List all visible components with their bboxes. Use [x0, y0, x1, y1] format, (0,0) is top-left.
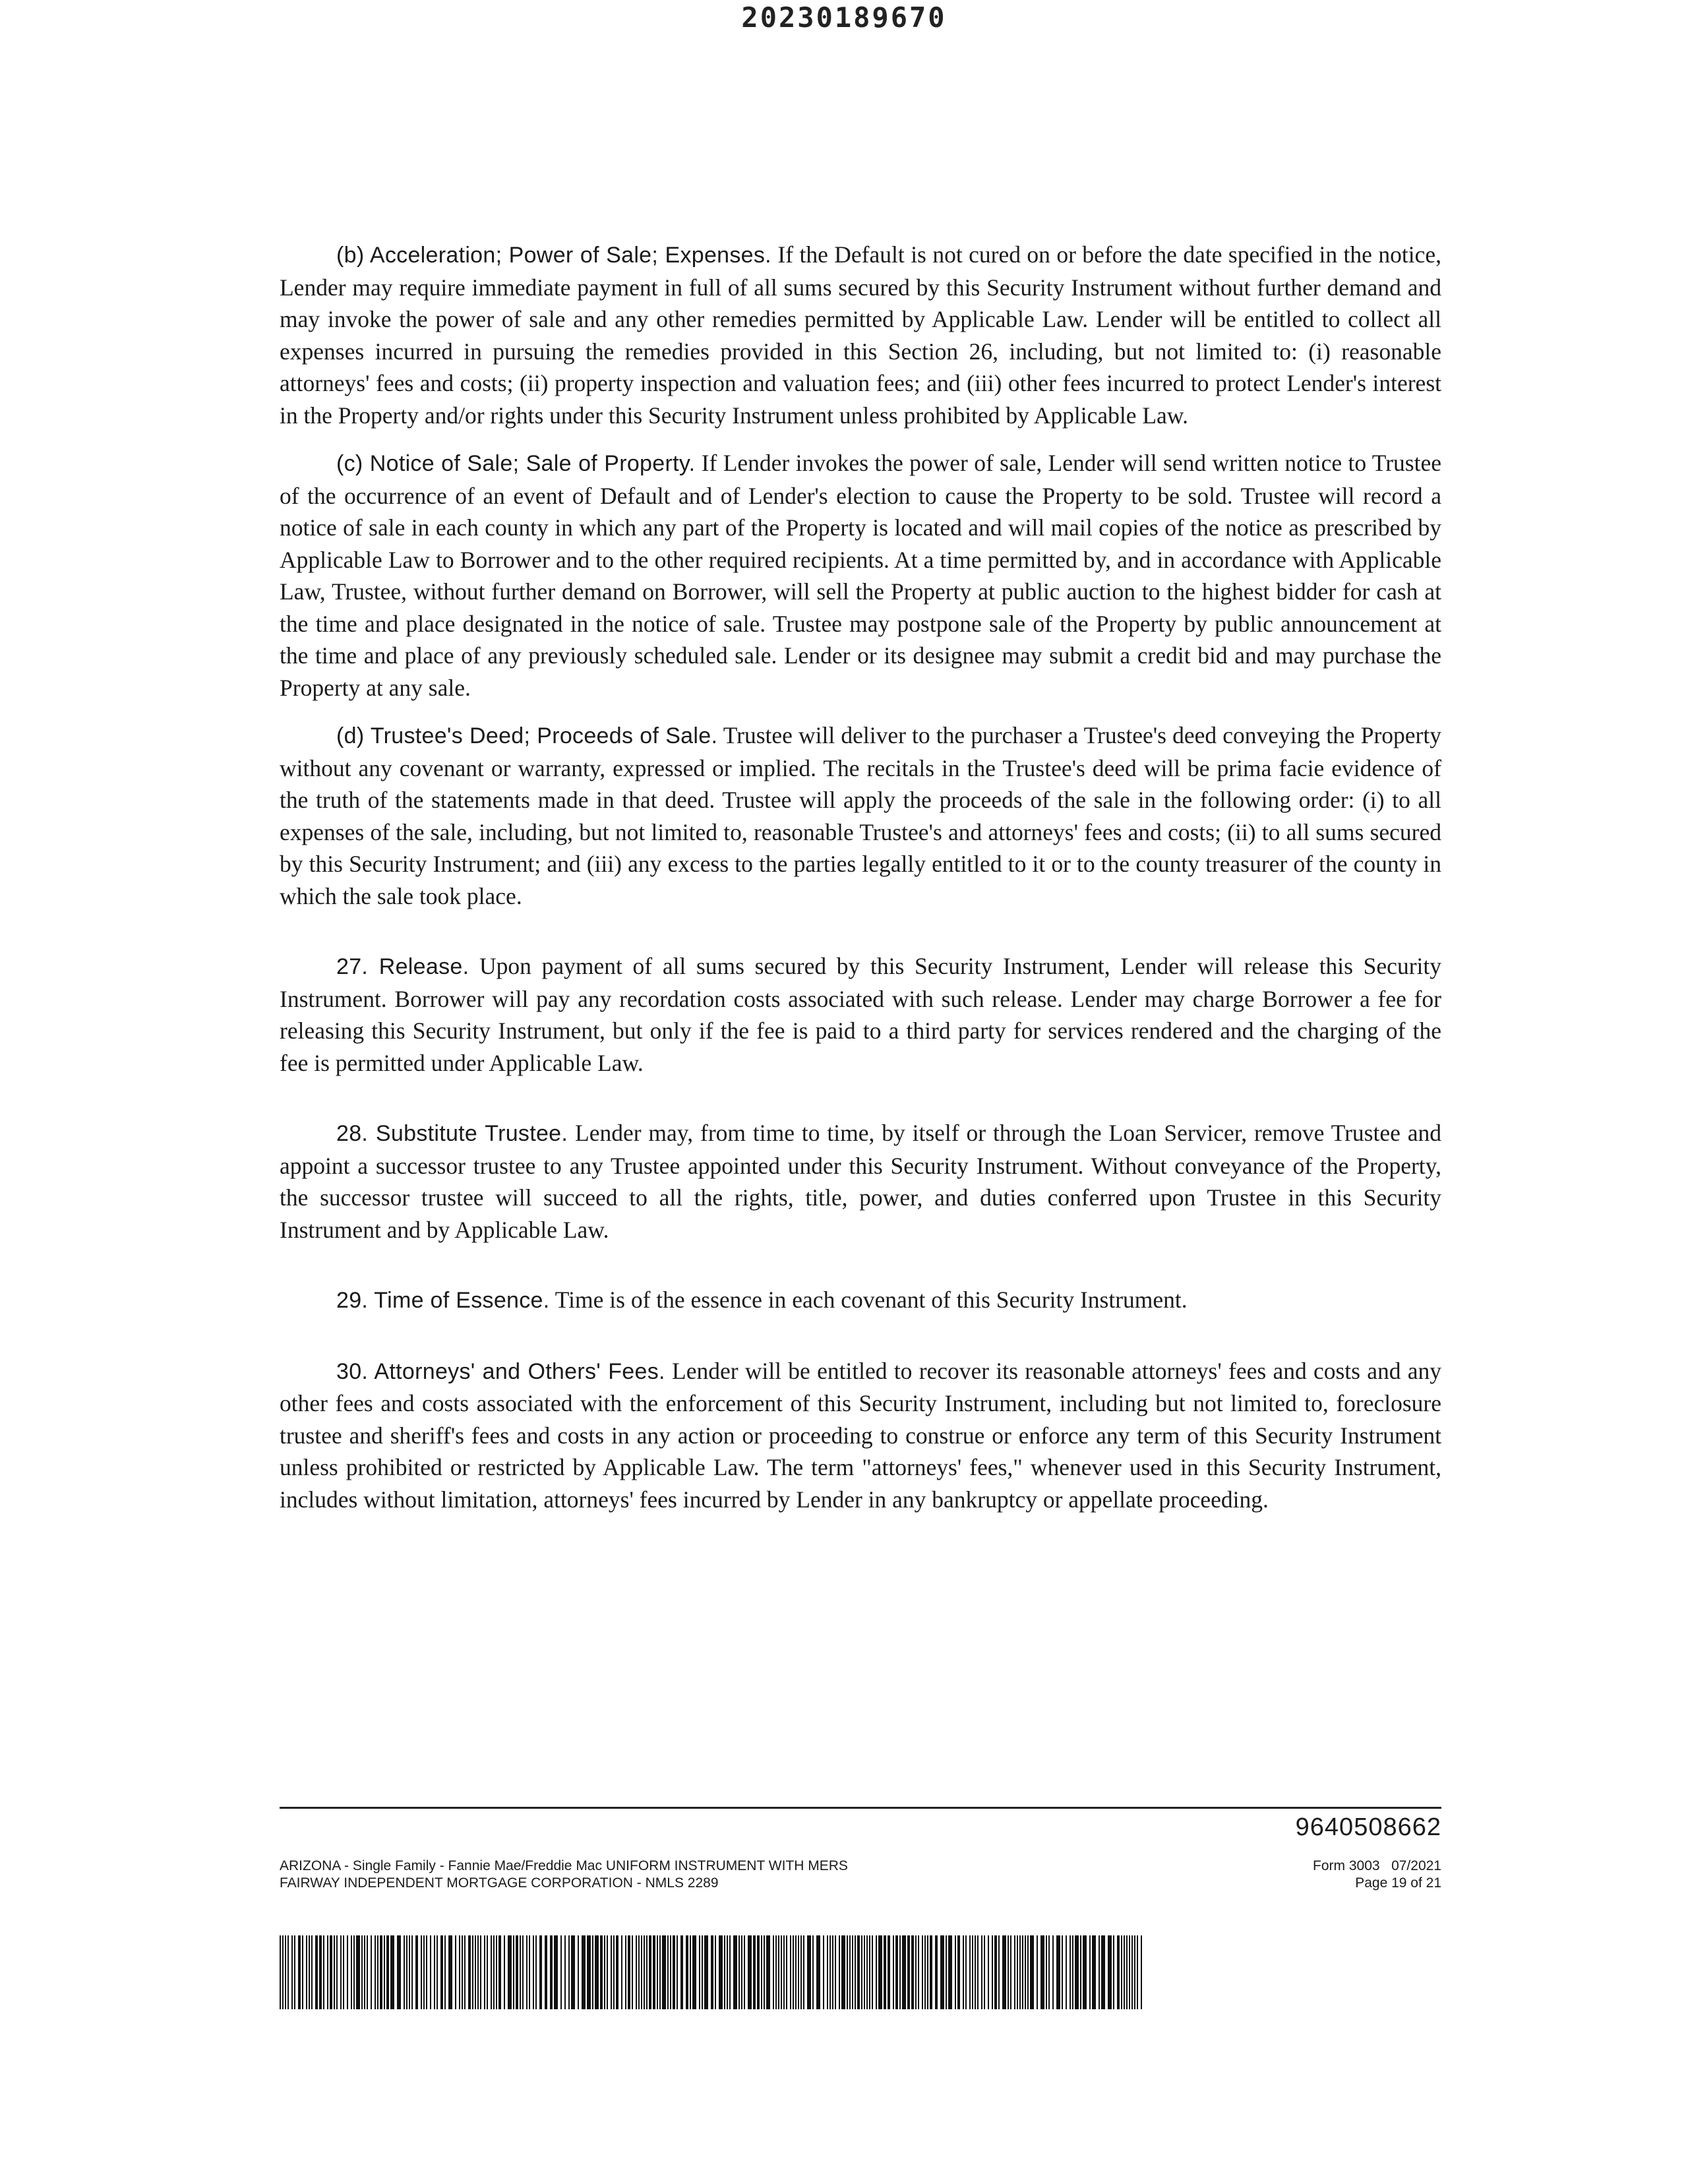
barcode-bar — [513, 1935, 514, 2009]
footer-instrument-info — [280, 1858, 848, 1892]
barcode-bar — [757, 1935, 760, 2009]
barcode-bar — [988, 1935, 989, 2009]
footer-form-line — [1313, 1858, 1441, 1875]
barcode-bar — [587, 1935, 591, 2009]
barcode-bar — [673, 1935, 675, 2009]
barcode-bar — [1066, 1935, 1067, 2009]
barcode-bar — [367, 1935, 368, 2009]
barcode-bar — [692, 1935, 696, 2009]
barcode-bar — [861, 1935, 862, 2009]
barcode-bar — [1027, 1935, 1029, 2009]
barcode-bar — [729, 1935, 731, 2009]
barcode-bar — [343, 1935, 344, 2009]
footer-form-info — [1313, 1858, 1441, 1892]
barcode-bar — [724, 1935, 725, 2009]
barcode-bar — [1048, 1935, 1050, 2009]
barcode-bar — [852, 1935, 853, 2009]
loan-number: 9640508662 — [1295, 1813, 1441, 1841]
barcode-bar — [965, 1935, 967, 2009]
barcode-bar — [907, 1935, 910, 2009]
footer-form-number: Form 3003 — [1313, 1858, 1380, 1873]
barcode-bar — [816, 1935, 820, 2009]
barcode-bar — [972, 1935, 973, 2009]
barcode-bar — [1037, 1935, 1038, 2009]
barcode-bar — [380, 1935, 382, 2009]
barcode-bar — [832, 1935, 833, 2009]
barcode-bar — [1134, 1935, 1135, 2009]
barcode-bar — [491, 1935, 492, 2009]
barcode-bar — [662, 1935, 666, 2009]
barcode-bar — [795, 1935, 797, 2009]
barcode-bar — [430, 1935, 431, 2009]
barcode-bar — [560, 1935, 562, 2009]
barcode-bar — [423, 1935, 425, 2009]
barcode-bar — [994, 1935, 997, 2009]
section-d-heading: (d) Trustee's Deed; Proceeds of Sale. — [336, 723, 718, 748]
section-d-text: Trustee will deliver to the purchaser a Trustee's deed conveying the Property without any covenant or warranty, expressed or implied. The recitals in the Trustee's deed will be prima facie evidence of the truth of the statements made in that deed. Trustee will apply the proceeds of the sale in the following order: (i) to all expenses of the sale, including, but not limited to, reasonable Trustee's and attorneys' fees and costs; (ii) to all sums secured by this Security Instrument; and (iii) any excess to the parties legally entitled to it or to the county treasurer of the county in which the sale took place. — [280, 722, 1441, 909]
barcode-bar — [522, 1935, 524, 2009]
barcode-bar — [670, 1935, 671, 2009]
barcode-bar — [371, 1935, 372, 2009]
barcode-bar — [835, 1935, 836, 2009]
barcode-bar — [957, 1935, 960, 2009]
barcode-bar — [876, 1935, 877, 2009]
barcode-bar — [390, 1935, 394, 2009]
barcode-bar — [1137, 1935, 1138, 2009]
section-b-heading: (b) Acceleration; Power of Sale; Expenses. — [336, 243, 771, 268]
barcode-bar — [884, 1935, 886, 2009]
barcode-bar — [895, 1935, 898, 2009]
barcode-bar — [653, 1935, 655, 2009]
barcode-bar — [984, 1935, 985, 2009]
barcode-bar — [386, 1935, 389, 2009]
barcode-bar — [1075, 1935, 1079, 2009]
barcode-bar — [280, 1935, 281, 2009]
barcode-bar — [800, 1935, 802, 2009]
barcode-bar — [829, 1935, 831, 2009]
barcode-bar — [616, 1935, 618, 2009]
barcode-bar — [659, 1935, 661, 2009]
barcode-bar — [680, 1935, 683, 2009]
barcode-bar — [969, 1935, 971, 2009]
barcode-bar — [946, 1935, 947, 2009]
barcode-bar — [1117, 1935, 1120, 2009]
barcode-bar — [568, 1935, 570, 2009]
barcode-bar — [733, 1935, 737, 2009]
barcode-bar — [899, 1935, 901, 2009]
document-body — [280, 239, 1441, 1515]
barcode-bar — [1025, 1935, 1026, 2009]
section-b-paragraph — [280, 239, 1441, 431]
barcode-bar — [1083, 1935, 1087, 2009]
barcode-bar — [351, 1935, 352, 2009]
barcode-bar — [930, 1935, 932, 2009]
barcode-bar — [744, 1935, 745, 2009]
barcode-bar — [641, 1935, 642, 2009]
barcode-bar — [578, 1935, 579, 2009]
section-c-paragraph — [280, 447, 1441, 704]
barcode-bar — [1080, 1935, 1081, 2009]
barcode-bar — [915, 1935, 917, 2009]
barcode-bar — [520, 1935, 521, 2009]
barcode-bar — [1056, 1935, 1060, 2009]
barcode-bar — [841, 1935, 845, 2009]
barcode-bar — [621, 1935, 622, 2009]
footer-divider — [280, 1807, 1441, 1809]
barcode-bar — [375, 1935, 376, 2009]
barcode-bar — [1052, 1935, 1054, 2009]
barcode-bar — [807, 1935, 811, 2009]
barcode-bar — [657, 1935, 658, 2009]
barcode-bar — [878, 1935, 882, 2009]
barcode-bar — [1040, 1935, 1044, 2009]
barcode-bar — [535, 1935, 537, 2009]
barcode-bar — [719, 1935, 723, 2009]
barcode-bar — [963, 1935, 964, 2009]
barcode-bar — [1131, 1935, 1133, 2009]
barcode-bar — [409, 1935, 410, 2009]
barcode-bar — [306, 1935, 307, 2009]
barcode-bar — [533, 1935, 534, 2009]
barcode-bar — [748, 1935, 752, 2009]
barcode-bar — [291, 1935, 293, 2009]
section-28-paragraph — [280, 1117, 1441, 1246]
barcode-bar — [455, 1935, 456, 2009]
barcode-bar — [607, 1935, 608, 2009]
barcode-bar — [1101, 1935, 1105, 2009]
barcode-bar — [1113, 1935, 1114, 2009]
barcode-bar — [287, 1935, 289, 2009]
barcode-bar — [646, 1935, 648, 2009]
barcode-bar — [298, 1935, 301, 2009]
barcode-bar — [864, 1935, 865, 2009]
barcode-bar — [468, 1935, 471, 2009]
section-29-text: Time is of the essence in each covenant of this Security Instrument. — [555, 1287, 1188, 1313]
barcode-bar — [444, 1935, 446, 2009]
barcode-bar — [855, 1935, 856, 2009]
barcode-bar — [1070, 1935, 1071, 2009]
barcode-bar — [702, 1935, 703, 2009]
barcode-bar — [294, 1935, 295, 2009]
barcode-bar — [847, 1935, 848, 2009]
barcode-bar — [411, 1935, 413, 2009]
barcode-bar — [582, 1935, 586, 2009]
barcode-bar — [948, 1935, 952, 2009]
section-c-heading: (c) Notice of Sale; Sale of Property. — [336, 451, 696, 476]
barcode-bar — [330, 1935, 332, 2009]
barcode-bar — [1121, 1935, 1122, 2009]
barcode-bar — [911, 1935, 914, 2009]
section-27-text: Upon payment of all sums secured by this Security Instrument, Lender will release this Security Instrument. Borrower will pay any recordation costs associated with such release. Lender may charge Borrower a fee for releasing this Security Instrument, but only if the fee is paid to a third party for services rendered and the charging of the fee is permitted under Applicable Law. — [280, 953, 1441, 1076]
barcode-bar — [1099, 1935, 1100, 2009]
barcode-bar — [309, 1935, 310, 2009]
barcode-bar — [384, 1935, 385, 2009]
barcode-bar — [888, 1935, 890, 2009]
footer-page-number: Page 19 of 21 — [1355, 1875, 1441, 1891]
barcode-bar — [992, 1935, 993, 2009]
barcode-bar — [327, 1935, 328, 2009]
barcode-bar — [311, 1935, 313, 2009]
barcode-bar — [935, 1935, 938, 2009]
barcode-bar — [1108, 1935, 1112, 2009]
section-30-heading: 30. Attorneys' and Others' Fees. — [336, 1358, 665, 1384]
barcode-bar — [766, 1935, 770, 2009]
barcode-bar — [472, 1935, 473, 2009]
barcode-bar — [440, 1935, 443, 2009]
barcode-bar — [421, 1935, 422, 2009]
barcode-bar — [1126, 1935, 1128, 2009]
barcode-bar — [347, 1935, 348, 2009]
barcode-bar — [554, 1935, 558, 2009]
document-number: 20230189670 — [741, 1, 947, 34]
barcode-bar — [475, 1935, 476, 2009]
barcode-bar — [336, 1935, 338, 2009]
barcode-bar — [600, 1935, 603, 2009]
barcode-bar — [484, 1935, 485, 2009]
barcode-bar — [539, 1935, 542, 2009]
barcode-bar — [480, 1935, 481, 2009]
barcode-bar — [1046, 1935, 1047, 2009]
barcode-bar — [595, 1935, 599, 2009]
barcode-bar — [1002, 1935, 1006, 2009]
barcode-bar — [773, 1935, 774, 2009]
barcode-bar — [592, 1935, 593, 2009]
barcode-bar — [793, 1935, 794, 2009]
barcode-bar — [638, 1935, 640, 2009]
barcode-bar — [1141, 1935, 1142, 2009]
barcode-bar — [869, 1935, 870, 2009]
barcode-bar — [285, 1935, 286, 2009]
barcode-bar — [1019, 1935, 1021, 2009]
barcode-bar — [1089, 1935, 1091, 2009]
barcode-bar — [613, 1935, 615, 2009]
barcode-bar — [902, 1935, 906, 2009]
barcode-bar — [356, 1935, 360, 2009]
barcode-bar — [727, 1935, 728, 2009]
barcode-bar — [364, 1935, 365, 2009]
barcode-bar — [493, 1935, 495, 2009]
barcode-bar — [827, 1935, 828, 2009]
barcode-bar — [940, 1935, 944, 2009]
barcode-bar — [1022, 1935, 1023, 2009]
barcode-bar — [1017, 1935, 1018, 2009]
barcode-bar — [775, 1935, 777, 2009]
barcode-bar — [872, 1935, 873, 2009]
barcode-bar — [529, 1935, 530, 2009]
barcode-bar — [781, 1935, 782, 2009]
barcode-bar — [893, 1935, 894, 2009]
barcode-bar — [282, 1935, 284, 2009]
barcode-bar — [1072, 1935, 1073, 2009]
barcode-bar — [571, 1935, 575, 2009]
footer-form-description: ARIZONA - Single Family - Fannie Mae/Freddie Mac UNIFORM INSTRUMENT WITH MERS — [280, 1858, 848, 1873]
barcode-bar — [1092, 1935, 1096, 2009]
barcode-bar — [377, 1935, 378, 2009]
barcode-bar — [741, 1935, 742, 2009]
barcode-bar — [955, 1935, 956, 2009]
barcode-bar — [975, 1935, 976, 2009]
barcode-bar — [462, 1935, 463, 2009]
barcode-bar — [353, 1935, 355, 2009]
barcode-bar — [504, 1935, 505, 2009]
barcode-bar — [545, 1935, 547, 2009]
footer-lender-name: FAIRWAY INDEPENDENT MORTGAGE CORPORATION - NMLS 2289 — [280, 1875, 719, 1891]
barcode-bar — [686, 1935, 688, 2009]
barcode-bar — [918, 1935, 919, 2009]
barcode-bar — [690, 1935, 691, 2009]
barcode-bar — [434, 1935, 435, 2009]
barcode-bar — [753, 1935, 756, 2009]
barcode-bar — [508, 1935, 512, 2009]
barcode-bar — [715, 1935, 716, 2009]
barcode-bar — [857, 1935, 860, 2009]
barcode-bar — [823, 1935, 824, 2009]
barcode-bar — [1014, 1935, 1015, 2009]
barcode-bar — [1008, 1935, 1009, 2009]
barcode-bar — [667, 1935, 669, 2009]
barcode — [280, 1935, 1145, 2009]
barcode-bar — [778, 1935, 779, 2009]
barcode-bar — [998, 1935, 1000, 2009]
barcode-bar — [498, 1935, 501, 2009]
barcode-bar — [315, 1935, 318, 2009]
barcode-bar — [649, 1935, 651, 2009]
barcode-bar — [849, 1935, 851, 2009]
barcode-bar — [786, 1935, 787, 2009]
barcode-bar — [526, 1935, 528, 2009]
barcode-bar — [437, 1935, 438, 2009]
barcode-bar — [922, 1935, 923, 2009]
barcode-bar — [704, 1935, 708, 2009]
barcode-bar — [334, 1935, 335, 2009]
barcode-bar — [415, 1935, 418, 2009]
barcode-bar — [487, 1935, 488, 2009]
barcode-bar — [361, 1935, 363, 2009]
barcode-bar — [625, 1935, 626, 2009]
barcode-bar — [636, 1935, 637, 2009]
barcode-bar — [611, 1935, 612, 2009]
barcode-bar — [977, 1935, 979, 2009]
barcode-bar — [1062, 1935, 1063, 2009]
barcode-bar — [790, 1935, 791, 2009]
barcode-bar — [699, 1935, 700, 2009]
section-30-text: Lender will be entitled to recover its reasonable attorneys' fees and costs and any other fees and costs associated with the enforcement of this Security Instrument, including but not limited to, foreclosure trustee and sheriff's fees and costs in any action or proceeding to construe or enforce any term of this Security Instrument unless prohibited or restricted by Applicable Law. The term "attorneys' fees," whenever used in this Security Instrument, includes without limitation, attorneys' fees incurred by Lender in any bankruptcy or appellate proceeding. — [280, 1357, 1442, 1513]
barcode-bar — [550, 1935, 553, 2009]
barcode-bar — [711, 1935, 713, 2009]
footer-form-date: 07/2021 — [1391, 1858, 1441, 1873]
section-b-text: If the Default is not cured on or before the date specified in the notice, Lender may require immediate payment in full of all sums secured by this Security Instrument without further demand and may invoke the power of sale and any other remedies permitted by Applicable Law. Lender will be entitled to collect all expenses incurred in pursuing the remedies provided in this Section 26, including, but not limited to: (i) reasonable attorneys' fees and costs; (ii) property inspection and valuation fees; and (iii) other fees incurred to protect Lender's interest in the Property and/or rights under this Security Instrument unless prohibited by Applicable Law. — [280, 241, 1441, 429]
barcode-bar — [803, 1935, 804, 2009]
barcode-bar — [1129, 1935, 1130, 2009]
barcode-bar — [798, 1935, 799, 2009]
barcode-bar — [924, 1935, 926, 2009]
barcode-bar — [812, 1935, 814, 2009]
barcode-bar — [404, 1935, 405, 2009]
barcode-bar — [981, 1935, 982, 2009]
section-28-text: Lender may, from time to time, by itself or through the Loan Servicer, remove Trustee and appoint a successor trustee to any Trustee appointed under this Security Instrument. Without conveyance of the Property, the successor trustee will succeed to all the rights, title, power, and duties conferred upon Trustee in this Security Instrument and by Applicable Law. — [280, 1120, 1441, 1243]
barcode-bar — [323, 1935, 324, 2009]
section-29-paragraph — [280, 1284, 1441, 1317]
barcode-bar — [927, 1935, 928, 2009]
barcode-bar — [738, 1935, 740, 2009]
barcode-bar — [764, 1935, 765, 2009]
barcode-bar — [448, 1935, 452, 2009]
barcode-bar — [302, 1935, 303, 2009]
barcode-bar — [406, 1935, 407, 2009]
barcode-bar — [783, 1935, 785, 2009]
barcode-bar — [464, 1935, 466, 2009]
section-28-heading: 28. Substitute Trustee. — [336, 1121, 568, 1146]
barcode-bar — [866, 1935, 868, 2009]
barcode-bar — [677, 1935, 678, 2009]
barcode-bar — [340, 1935, 342, 2009]
barcode-bar — [319, 1935, 322, 2009]
barcode-bar — [761, 1935, 762, 2009]
barcode-bar — [477, 1935, 479, 2009]
barcode-bar — [644, 1935, 645, 2009]
barcode-bar — [839, 1935, 840, 2009]
section-c-text: If Lender invokes the power of sale, Lender will send written notice to Trustee of the occurrence of an event of Default and of Lender's election to cause the Property to be sold. Trustee will record a notice of sale in each county in which any part of the Property is located and will mail copies of the notice as prescribed by Applicable Law to Borrower and to the other required recipients. At a time permitted by, and in accordance with Applicable Law, Trustee, without further demand on Borrower, will sell the Property at public auction to the highest bidder for cash at the time and place designated in the notice of sale. Trustee may postpone sale of the Property by public announcement at the time and place of any previously scheduled sale. Lender or its designee may submit a credit bid and may purchase the Property at any sale. — [280, 450, 1441, 701]
barcode-bar — [426, 1935, 427, 2009]
barcode-bar — [496, 1935, 497, 2009]
section-29-heading: 29. Time of Essence. — [336, 1288, 550, 1313]
section-d-paragraph — [280, 719, 1441, 912]
barcode-bar — [632, 1935, 633, 2009]
section-30-paragraph — [280, 1355, 1441, 1516]
barcode-bar — [564, 1935, 566, 2009]
section-27-paragraph — [280, 950, 1441, 1079]
barcode-bar — [397, 1935, 401, 2009]
barcode-bar — [1124, 1935, 1125, 2009]
barcode-bar — [1030, 1935, 1034, 2009]
barcode-bar — [1010, 1935, 1011, 2009]
barcode-bar — [459, 1935, 460, 2009]
barcode-bar — [516, 1935, 518, 2009]
barcode-bar — [604, 1935, 605, 2009]
section-27-heading: 27. Release. — [336, 954, 469, 979]
barcode-bar — [628, 1935, 630, 2009]
